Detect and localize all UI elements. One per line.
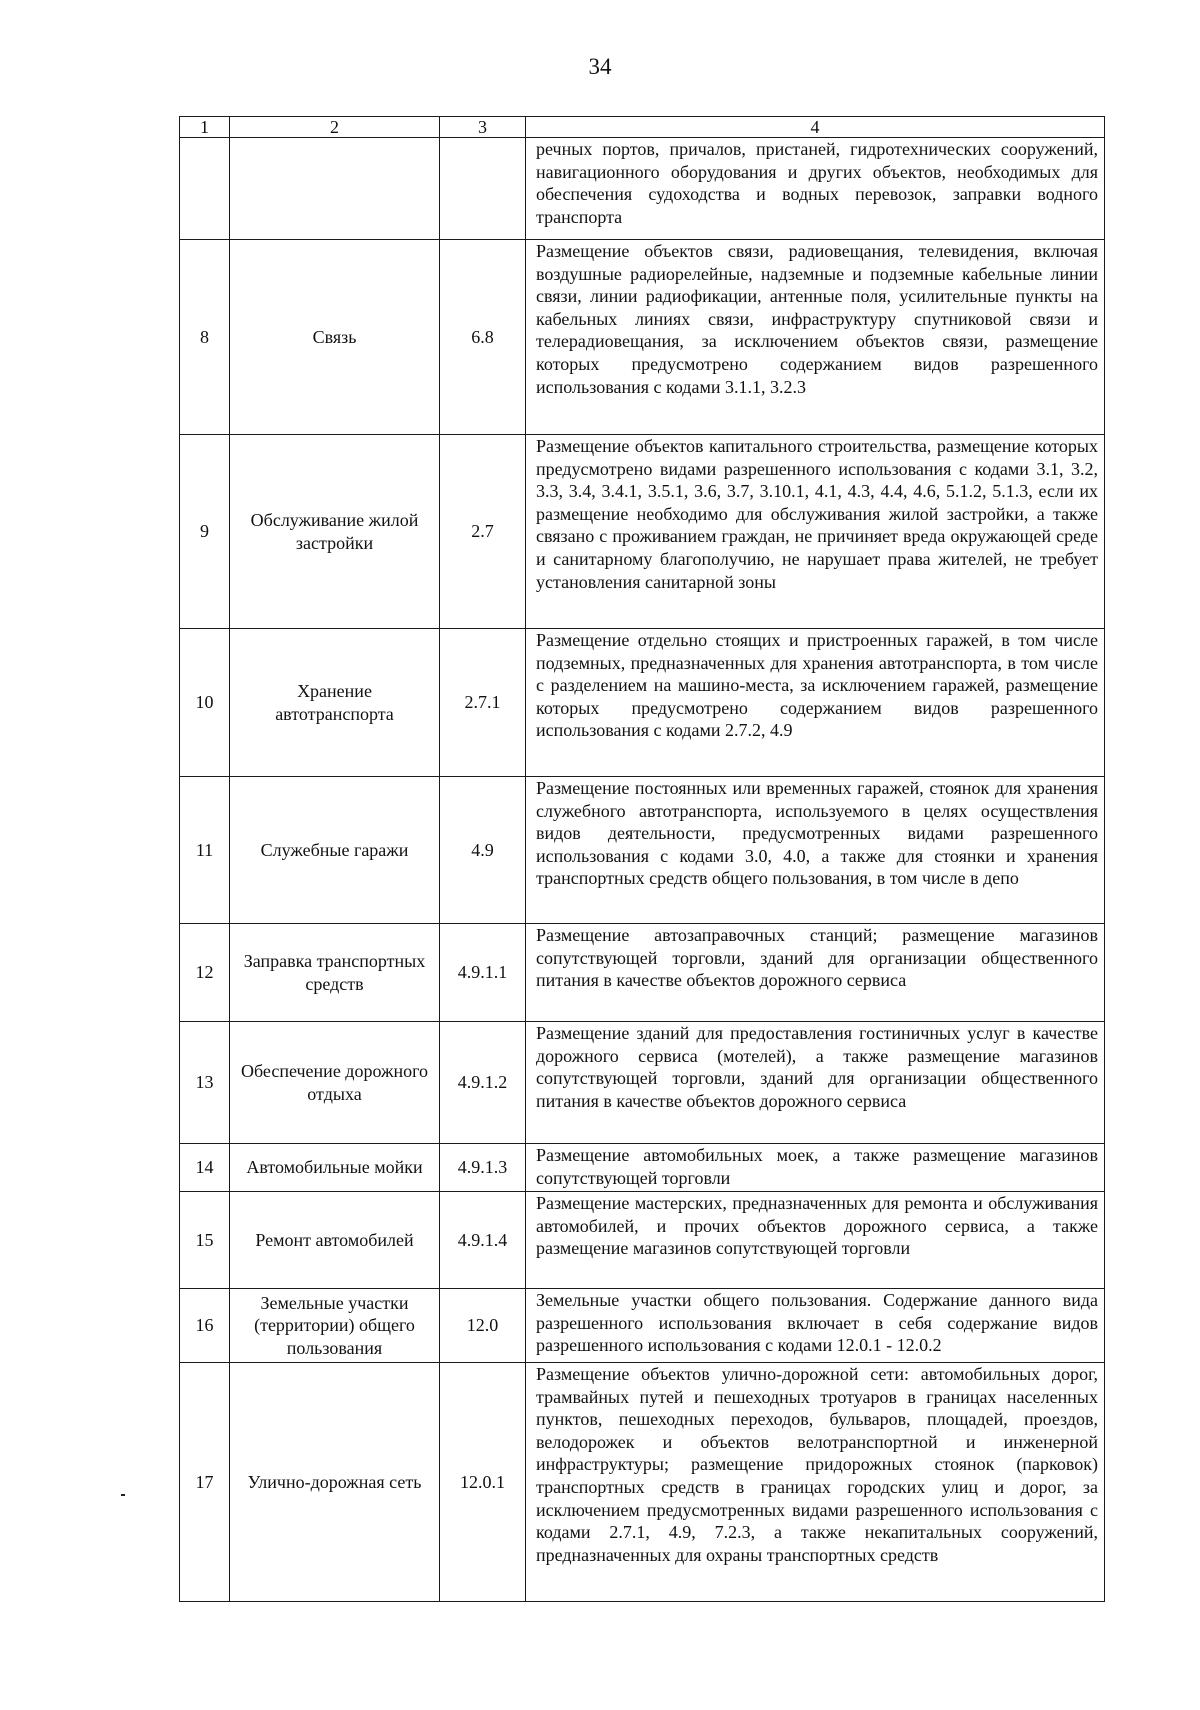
row-number: 16 xyxy=(180,1289,230,1363)
row-name: Служебные гаражи xyxy=(230,777,440,924)
row-description: Размещение мастерских, предназначенных для ремонта и обслуживания автомобилей, и прочих объектов дорожного сервиса, а также размещение магазинов сопутствующей торговли xyxy=(526,1192,1105,1289)
table-row xyxy=(180,240,1105,435)
table-row xyxy=(180,1144,1105,1192)
row-description: Размещение автомобильных моек, а также размещение магазинов сопутствующей торговли xyxy=(526,1144,1105,1192)
row-name: Земельные участки (территории) общего пользования xyxy=(230,1289,440,1363)
row-description: Размещение объектов связи, радиовещания, телевидения, включая воздушные радиорелейные, надземные и подземные кабельные линии связи, линии радиофикации, антенные поля, усилительные пункты на кабельных линиях связи, инфраструктуру спутниковой связи и телерадиовещания, за исключением объектов связи, размещение которых предусмотрено содержанием видов разрешенного использования с кодами 3.1.1, 3.2.3 xyxy=(526,240,1105,435)
row-number: 10 xyxy=(180,629,230,777)
row-description: Размещение зданий для предоставления гостиничных услуг в качестве дорожного сервиса (мотелей), а также размещение магазинов сопутствующей торговли, зданий для организации общественного питания в качестве объектов дорожного сервиса xyxy=(526,1022,1105,1144)
row-name: Автомобильные мойки xyxy=(230,1144,440,1192)
row-name: Хранение автотранспорта xyxy=(230,629,440,777)
row-code: 4.9.1.1 xyxy=(440,924,526,1022)
row-number: 13 xyxy=(180,1022,230,1144)
row-code: 12.0 xyxy=(440,1289,526,1363)
table-row xyxy=(180,1289,1105,1363)
row-code: 2.7 xyxy=(440,435,526,629)
row-description: Размещение автозаправочных станций; размещение магазинов сопутствующей торговли, зданий для организации общественного питания в качестве объектов дорожного сервиса xyxy=(526,924,1105,1022)
row-description: Размещение объектов капитального строительства, размещение которых предусмотрено видами разрешенного использования с кодами 3.1, 3.2, 3.3, 3.4, 3.4.1, 3.5.1, 3.6, 3.7, 3.10.1, 4.1, 4.3, 4.4, 4.6, 5.1.2, 5.1.3, если их размещение необходимо для обслуживания жилой застройки, а также связано с проживанием граждан, не причиняет вреда окружающей среде и санитарному благополучию, не нарушает права жителей, не требует установления санитарной зоны xyxy=(526,435,1105,629)
row-code: 4.9.1.2 xyxy=(440,1022,526,1144)
row-description: Размещение постоянных или временных гаражей, стоянок для хранения служебного автотранспорта, используемого в целях осуществления видов деятельности, предусмотренных видами разрешенного использования с кодами 3.0, 4.0, а также для стоянки и хранения транспортных средств общего пользования, в том числе в депо xyxy=(526,777,1105,924)
row-number xyxy=(180,138,230,240)
row-code: 4.9.1.3 xyxy=(440,1144,526,1192)
column-header-number: 1 xyxy=(180,117,230,138)
row-name: Связь xyxy=(230,240,440,435)
row-code: 6.8 xyxy=(440,240,526,435)
row-description: Земельные участки общего пользования. Содержание данного вида разрешенного использования включает в себя содержание видов разрешенного использования с кодами 12.0.1 - 12.0.2 xyxy=(526,1289,1105,1363)
row-description: Размещение объектов улично-дорожной сети: автомобильных дорог, трамвайных путей и пешеходных тротуаров в границах населенных пунктов, пешеходных переходов, бульваров, площадей, проездов, велодорожек и объектов велотранспортной и инженерной инфраструктуры; размещение придорожных стоянок (парковок) транспортных средств в границах городских улиц и дорог, за исключением предусмотренных видами разрешенного использования с кодами 2.7.1, 4.9, 7.2.3, а также некапитальных сооружений, предназначенных для охраны транспортных средств xyxy=(526,1363,1105,1602)
land-use-table xyxy=(179,116,1105,1602)
row-number: 11 xyxy=(180,777,230,924)
row-code xyxy=(440,138,526,240)
table-row xyxy=(180,777,1105,924)
table-row xyxy=(180,138,1105,240)
column-header-code: 3 xyxy=(440,117,526,138)
table-header-row xyxy=(180,117,1105,138)
row-code: 2.7.1 xyxy=(440,629,526,777)
row-name xyxy=(230,138,440,240)
row-name: Улично-дорожная сеть xyxy=(230,1363,440,1602)
row-number: 14 xyxy=(180,1144,230,1192)
row-description: речных портов, причалов, пристаней, гидротехнических сооружений, навигационного оборудования и других объектов, необходимых для обеспечения судоходства и водных перевозок, заправки водного транспорта xyxy=(526,138,1105,240)
row-number: 15 xyxy=(180,1192,230,1289)
row-name: Обеспечение дорожного отдыха xyxy=(230,1022,440,1144)
row-number: 9 xyxy=(180,435,230,629)
table-row xyxy=(180,629,1105,777)
column-header-description: 4 xyxy=(526,117,1105,138)
table-row xyxy=(180,1192,1105,1289)
row-code: 4.9 xyxy=(440,777,526,924)
table-row xyxy=(180,1022,1105,1144)
row-code: 4.9.1.4 xyxy=(440,1192,526,1289)
row-name: Ремонт автомобилей xyxy=(230,1192,440,1289)
row-number: 8 xyxy=(180,240,230,435)
row-name: Заправка транспортных средств xyxy=(230,924,440,1022)
row-name: Обслуживание жилой застройки xyxy=(230,435,440,629)
column-header-name: 2 xyxy=(230,117,440,138)
page-number: 34 xyxy=(588,54,612,79)
row-description: Размещение отдельно стоящих и пристроенных гаражей, в том числе подземных, предназначенных для хранения автотранспорта, в том числе с разделением на машино-места, за исключением гаражей, размещение которых предусмотрено содержанием видов разрешенного использования с кодами 2.7.2, 4.9 xyxy=(526,629,1105,777)
table-row xyxy=(180,1363,1105,1602)
row-code: 12.0.1 xyxy=(440,1363,526,1602)
row-number: 17 xyxy=(180,1363,230,1602)
margin-mark xyxy=(121,1494,125,1496)
table-row xyxy=(180,435,1105,629)
row-number: 12 xyxy=(180,924,230,1022)
table-row xyxy=(180,924,1105,1022)
